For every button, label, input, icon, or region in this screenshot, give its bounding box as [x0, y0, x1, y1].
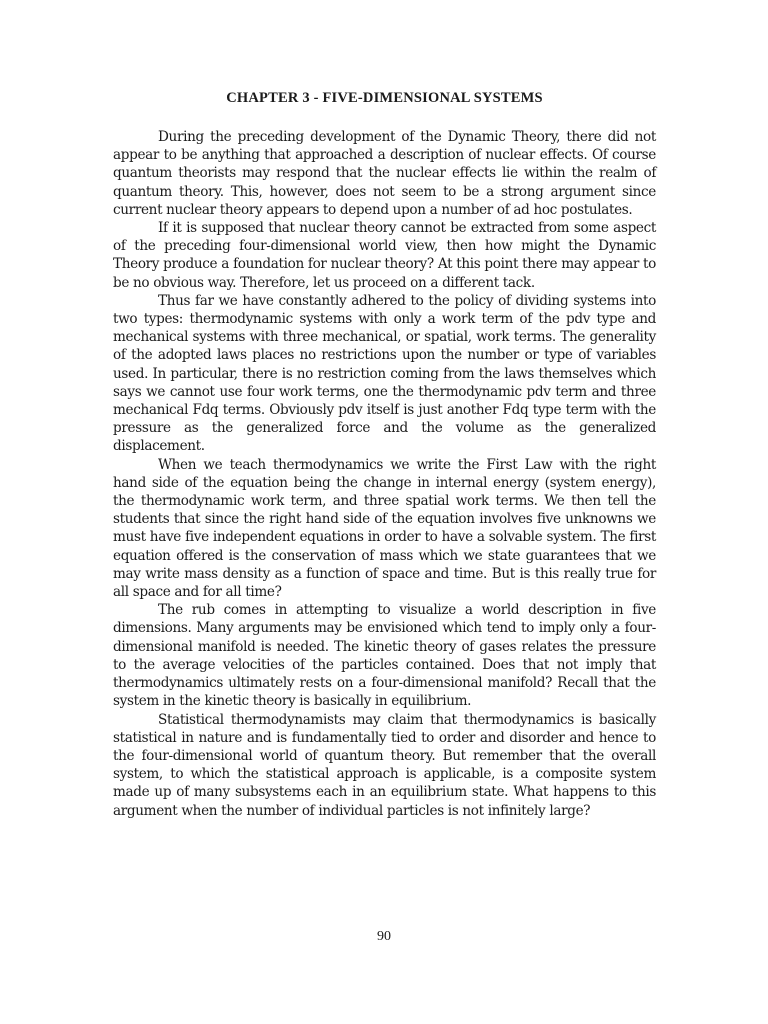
page-body — [113, 90, 656, 820]
chapter-title: CHAPTER 3 - FIVE-DIMENSIONAL SYSTEMS — [226, 90, 543, 106]
paragraph: Thus far we have constantly adhered to the policy of dividing systems into two types: thermodynamic systems with only a work term of the pdv type and mechanical systems with three mechanical, or spatial, work terms. The generality of the adopted laws places no restrictions upon the number or type of variables used. In particular, there is no restriction coming from the laws themselves which says we cannot use four work terms, one the thermodynamic pdv term and three mechanical Fdq terms. Obviously pdv itself is just another Fdq type term with the pressure as the generalized force and the volume as the generalized displacement. — [113, 292, 656, 455]
page-number: 90 — [377, 929, 391, 944]
paragraph: Statistical thermodynamists may claim that thermodynamics is basically statistical in nature and is fundamentally tied to order and disorder and hence to the four-dimensional world of quantum theory. But remember that the overall system, to which the statistical approach is applicable, is a composite system made up of many subsystems each in an equilibrium state. What happens to this argument when the number of individual particles is not infinitely large? — [113, 711, 656, 819]
paragraph: During the preceding development of the Dynamic Theory, there did not appear to be anything that approached a description of nuclear effects. Of course quantum theorists may respond that the nuclear effects lie within the realm of quantum theory. This, however, does not seem to be a strong argument since current nuclear theory appears to depend upon a number of ad hoc postulates. — [113, 129, 656, 218]
paragraph: If it is supposed that nuclear theory cannot be extracted from some aspect of the preceding four-dimensional world view, then how might the Dynamic Theory produce a foundation for nuclear theory? At this point there may appear to be no obvious way. Therefore, let us proceed on a different tack. — [113, 220, 656, 291]
paragraph: The rub comes in attempting to visualize a world description in five dimensions. Many arguments may be envisioned which tend to imply only a four-dimensional manifold is needed. The kinetic theory of gases relates the pressure to the average velocities of the particles contained. Does that not imply that thermodynamics ultimately rests on a four-dimensional manifold? Recall that the system in the kinetic theory is basically in equilibrium. — [113, 602, 656, 710]
paragraph: When we teach thermodynamics we write the First Law with the right hand side of the equation being the change in internal energy (system energy), the thermodynamic work term, and three spatial work terms. We then tell the students that since the right hand side of the equation involves five unknowns we must have five independent equations in order to have a solvable system. The first equation offered is the conservation of mass which we state guarantees that we may write mass density as a function of space and time. But is this really true for all space and for all time? — [113, 456, 656, 601]
